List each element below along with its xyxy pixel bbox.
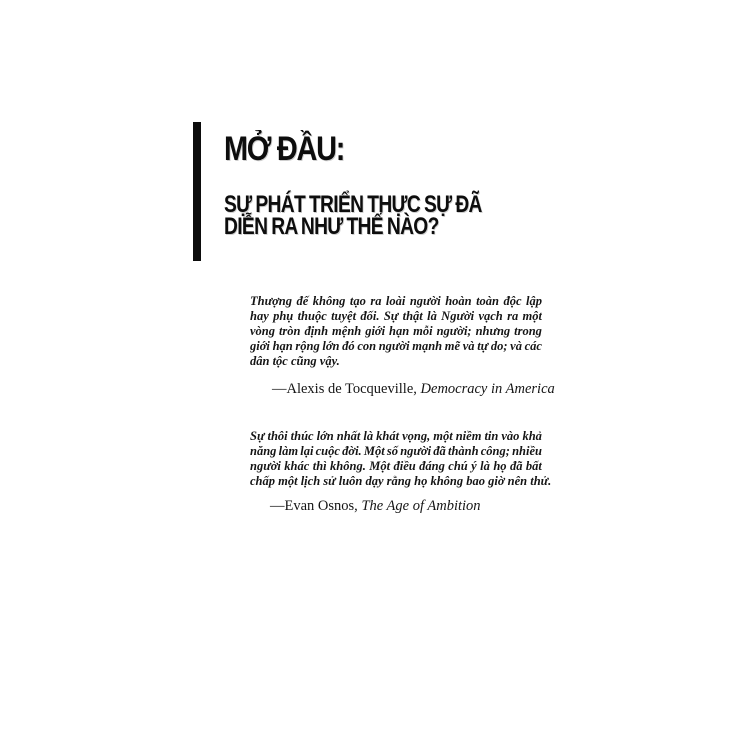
epigraph-quote-1 [250,294,542,369]
quote-line: vòng tròn định mệnh giới hạn mỗi người; nhưng trong [250,324,542,338]
quote-line: giới hạn rộng lớn đó con người mạnh mẽ và tự do; và các [250,339,542,353]
epigraph-attribution-1 [272,381,555,397]
chapter-kicker: MỞ ĐẦU: [224,130,345,168]
quote-line: dân tộc cũng vậy. [250,354,340,368]
epigraph-attribution-2 [270,498,481,514]
attribution-author: —Evan Osnos, [270,498,362,514]
quote-line: người khác thì không. Một điều đáng chú ý là họ đã bất [250,459,542,473]
quote-line: năng làm lại cuộc đời. Một số người đã thành công; nhiều [250,444,542,458]
chapter-rule-bar [193,122,201,261]
quote-line: chấp một lịch sử luôn dạy rằng họ không bao giờ nên thử. [250,474,552,488]
attribution-author: —Alexis de Tocqueville, [272,381,421,397]
attribution-work-title: The Age of Ambition [361,498,481,514]
attribution-work-title: Democracy in America [420,381,555,397]
chapter-title-line-1: SỰ PHÁT TRIỂN THỰC SỰ ĐÃ [224,191,482,218]
quote-line: Sự thôi thúc lớn nhất là khát vọng, một niềm tin vào khả [250,429,542,443]
epigraph-quote-2 [250,429,552,489]
chapter-title-line-2: DIỄN RA NHƯ THẾ NÀO? [224,213,439,240]
chapter-title [224,191,482,240]
quote-line: hay phụ thuộc tuyệt đối. Sự thật là Người vạch ra một [250,309,542,323]
quote-line: Thượng đế không tạo ra loài người hoàn toàn độc lập [250,294,542,308]
